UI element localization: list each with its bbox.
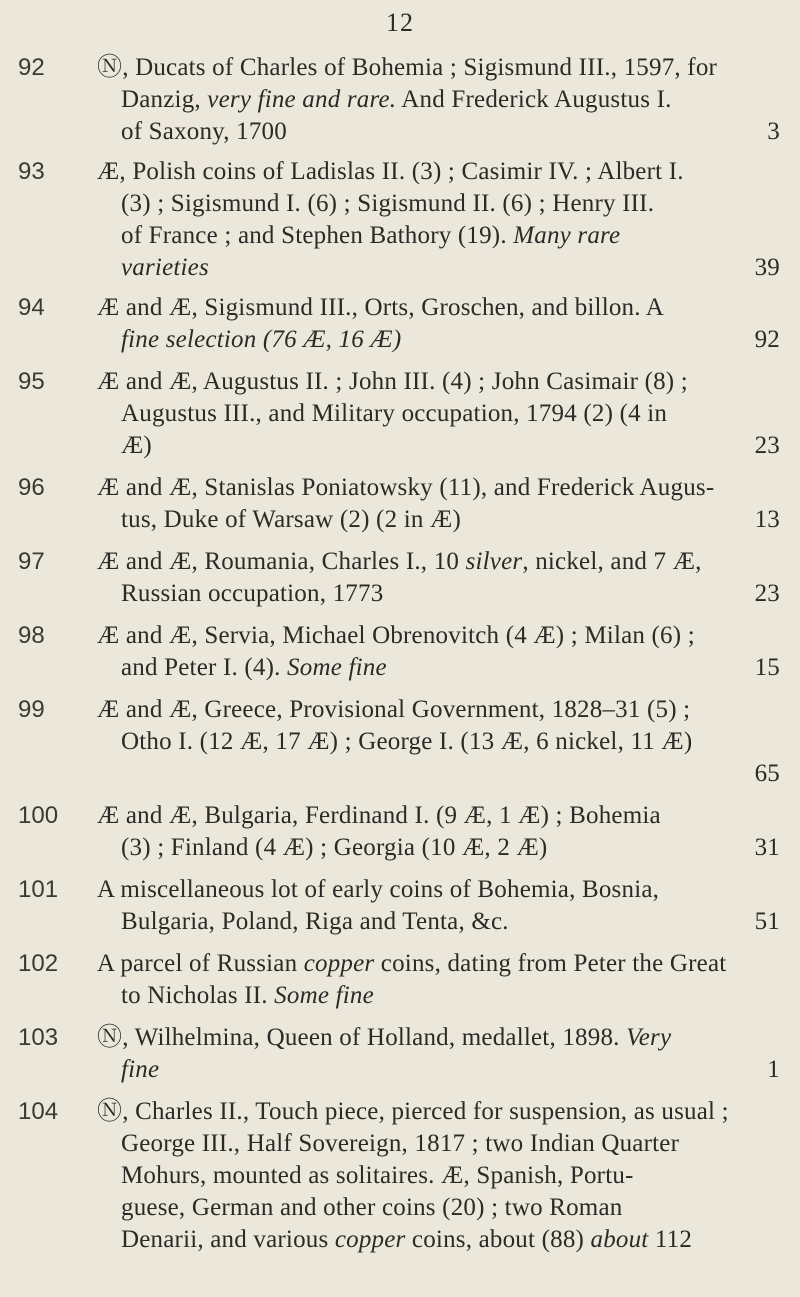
page-number: 12 [386,8,414,37]
lot-entry [0,156,800,292]
lot-entry [0,366,800,472]
lot-price: 13 [754,506,780,533]
lot-line: A parcel of Russian copper coins, dating from Peter the Great [97,950,727,977]
lot-description [97,1022,780,1086]
lot-number: 94 [18,294,45,321]
lot-entry [0,620,800,694]
lot-line: Æ, Polish coins of Ladislas II. (3) ; Casimir IV. ; Albert I. [97,158,684,185]
lot-line: of Saxony, 1700 3 [97,116,780,148]
lot-line: fine selection (76 Æ, 16 Æ) 92 [97,324,780,356]
lot-line: Ⓝ, Ducats of Charles of Bohemia ; Sigismund III., 1597, for [97,54,718,81]
lot-number: 95 [18,368,45,395]
lot-entry [0,546,800,620]
lot-line: of France ; and Stephen Bathory (19). Many rare [121,222,621,249]
lot-line: to Nicholas II. Some fine [121,982,374,1009]
lot-line: A miscellaneous lot of early coins of Bohemia, Bosnia, [97,876,660,903]
lot-description [97,874,780,938]
lot-line: Æ and Æ, Roumania, Charles I., 10 silver, nickel, and 7 Æ, [97,548,702,575]
lot-line: Russian occupation, 1773 23 [97,578,780,610]
lot-price: 23 [754,580,780,607]
lot-line: Bulgaria, Poland, Riga and Tenta, &c. 51 [97,906,780,938]
lot-line [97,758,780,790]
lot-line: Æ and Æ, Greece, Provisional Government, 1828–31 (5) ; [97,696,691,723]
lot-price: 92 [754,326,780,353]
lot-description [97,52,780,148]
lot-line: Otho I. (12 Æ, 17 Æ) ; George I. (13 Æ, 6 nickel, 11 Æ) [121,728,693,755]
lot-entry [0,948,800,1022]
lot-price: 31 [754,834,780,861]
lot-number: 101 [18,876,59,903]
lot-line: Mohurs, mounted as solitaires. Æ, Spanish, Portu- [121,1162,634,1189]
lot-entry [0,874,800,948]
lot-number: 92 [18,54,45,81]
lot-line: guese, German and other coins (20) ; two Roman [121,1194,623,1221]
lot-number: 97 [18,548,45,575]
lot-line: Ⓝ, Wilhelmina, Queen of Holland, medallet, 1898. Very [97,1024,672,1051]
lot-number: 99 [18,696,45,723]
lot-line: Ⓝ, Charles II., Touch piece, pierced for suspension, as usual ; [97,1098,729,1125]
lot-description [97,620,780,684]
lot-price: 65 [754,760,780,787]
lot-price: 39 [754,254,780,281]
lot-description [97,694,780,790]
lot-number: 98 [18,622,45,649]
lot-entry [0,1022,800,1096]
lot-list [0,52,800,1266]
lot-entry [0,694,800,800]
lot-description [97,546,780,610]
lot-price: 1 [767,1056,780,1083]
lot-number: 93 [18,158,45,185]
lot-line: (3) ; Finland (4 Æ) ; Georgia (10 Æ, 2 Æ) 31 [97,832,780,864]
lot-description [97,948,780,1012]
lot-line: Denarii, and various copper coins, about (88) about 112 [121,1226,693,1253]
lot-number: 104 [18,1098,59,1125]
lot-price: 23 [754,432,780,459]
lot-line: (3) ; Sigismund I. (6) ; Sigismund II. (6) ; Henry III. [121,190,655,217]
lot-entry [0,52,800,156]
lot-line: Æ and Æ, Augustus II. ; John III. (4) ; John Casimair (8) ; [97,368,688,395]
lot-number: 103 [18,1024,59,1051]
lot-description [97,800,780,864]
lot-line: Augustus III., and Military occupation, 1794 (2) (4 in [121,400,668,427]
lot-entry [0,292,800,366]
lot-line: George III., Half Sovereign, 1817 ; two Indian Quarter [121,1130,680,1157]
lot-entry [0,472,800,546]
lot-line: and Peter I. (4). Some fine 15 [97,652,780,684]
lot-line: Æ and Æ, Servia, Michael Obrenovitch (4 Æ) ; Milan (6) ; [97,622,695,649]
lot-entry [0,800,800,874]
lot-price: 15 [754,654,780,681]
lot-line: tus, Duke of Warsaw (2) (2 in Æ) 13 [97,504,780,536]
lot-line: Danzig, very fine and rare. And Frederick Augustus I. [121,86,672,113]
lot-line: Æ) 23 [97,430,780,462]
lot-description [97,1096,780,1256]
lot-price: 51 [754,908,780,935]
lot-description [97,472,780,536]
lot-line: fine 1 [97,1054,780,1086]
lot-entry [0,1096,800,1266]
lot-description [97,366,780,462]
lot-line: Æ and Æ, Sigismund III., Orts, Groschen, and billon. A [97,294,665,321]
lot-line: varieties 39 [97,252,780,284]
lot-price: 3 [767,118,780,145]
lot-line: Æ and Æ, Bulgaria, Ferdinand I. (9 Æ, 1 Æ) ; Bohemia [97,802,661,829]
lot-description [97,156,780,284]
lot-line: Æ and Æ, Stanislas Poniatowsky (11), and Frederick Augus- [97,474,715,501]
lot-description [97,292,780,356]
lot-number: 96 [18,474,45,501]
lot-number: 102 [18,950,59,977]
lot-number: 100 [18,802,59,829]
